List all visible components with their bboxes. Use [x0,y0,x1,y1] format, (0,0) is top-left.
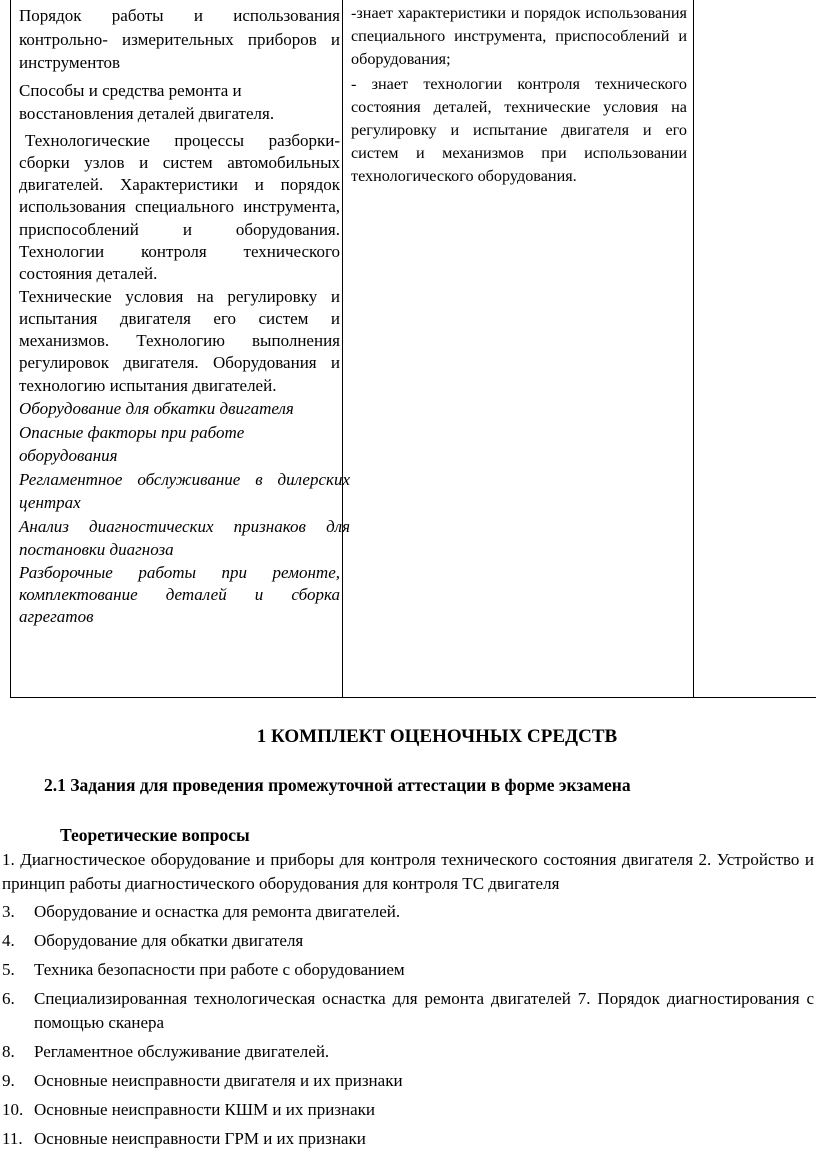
questions-list [0,848,816,1156]
table-italic-text: Анализ диагностических признаков для постановки диагноза [19,516,350,560]
list-item-number: 11. [2,1129,23,1148]
table-italic-text: Регламентное обслуживание в дилерских центрах [19,469,350,513]
list-item-text: Техника безопасности при работе с оборудованием [34,960,405,979]
list-item-number: 5. [2,960,15,979]
list-item-text: Регламентное обслуживание двигателей. [34,1042,330,1061]
list-item [0,929,816,953]
table-cell-empty [693,0,816,697]
list-item [0,958,816,982]
list-item [0,1127,816,1151]
numbered-list [0,900,816,1151]
table-text: Технические условия на регулировку и испытания двигателя его систем и механизмов. Технологию выполнения регулировок двигателя. Оборудования и технологию испытания двигателей. [19,286,340,395]
section-title: 1 КОМПЛЕКТ ОЦЕНОЧНЫХ СРЕДСТВ [256,726,618,747]
table-text: -знает характеристики и порядок использования специального инструмента, приспособлений и оборудования; [351,4,687,68]
list-item-number: 10. [2,1100,24,1119]
table-italic-text: Разборочные работы при ремонте, комплектование деталей и сборка агрегатов [19,562,340,626]
list-item-text: Специализированная технологическая оснастка для ремонта двигателей 7. Порядок диагностирования с помощью сканера [34,989,814,1032]
list-item-text: Основные неисправности двигателя и их признаки [34,1071,403,1090]
list-item-text: Оборудование и оснастка для ремонта двигателей. [34,902,401,921]
list-item-number: 8. [2,1042,15,1061]
list-item [0,1069,816,1093]
subsection-title: 2.1 Задания для проведения промежуточной аттестации в форме экзамена [44,775,631,795]
questions-heading: Теоретические вопросы [60,825,250,845]
competency-table [10,0,816,698]
questions-intro: 1. Диагностическое оборудование и приборы для контроля технического состояния двигателя 2. Устройство и принцип работы диагностического оборудования для контроля ТС двигателя [2,850,814,893]
table-text: - знает технологии контроля технического состояния деталей, технические условия на регулировку и испытание двигателя и его систем и механизмов при использовании технологического оборудования. [351,75,687,185]
table-text: Порядок работы и использования контрольно- измерительных приборов и инструментов [19,6,340,72]
list-item-number: 9. [2,1071,15,1090]
list-item-number: 6. [2,989,15,1008]
list-item-text: Основные неисправности ГРМ и их признаки [34,1129,366,1148]
table-italic-text: Опасные факторы при работе оборудования [19,422,245,466]
table-text: Технологические процессы разборки-сборки узлов и систем автомобильных двигателей. Характеристики и порядок использования специального инструмента, приспособлений и оборудования. Технологии контроля технического состояния деталей. [19,130,340,284]
list-item [0,1098,816,1122]
list-item-number: 4. [2,931,15,950]
table-text: Способы и средства ремонта и восстановления деталей двигателя. [19,80,275,123]
list-item-text: Основные неисправности КШМ и их признаки [34,1100,376,1119]
list-item [0,987,816,1035]
table-italic-text: Оборудование для обкатки двигателя [19,399,294,419]
list-item-text: Оборудование для обкатки двигателя [34,931,304,950]
table-cell-skills [342,0,693,697]
list-item [0,900,816,924]
table-cell-knowledge [11,0,350,697]
list-item [0,1040,816,1064]
list-item-number: 3. [2,902,15,921]
